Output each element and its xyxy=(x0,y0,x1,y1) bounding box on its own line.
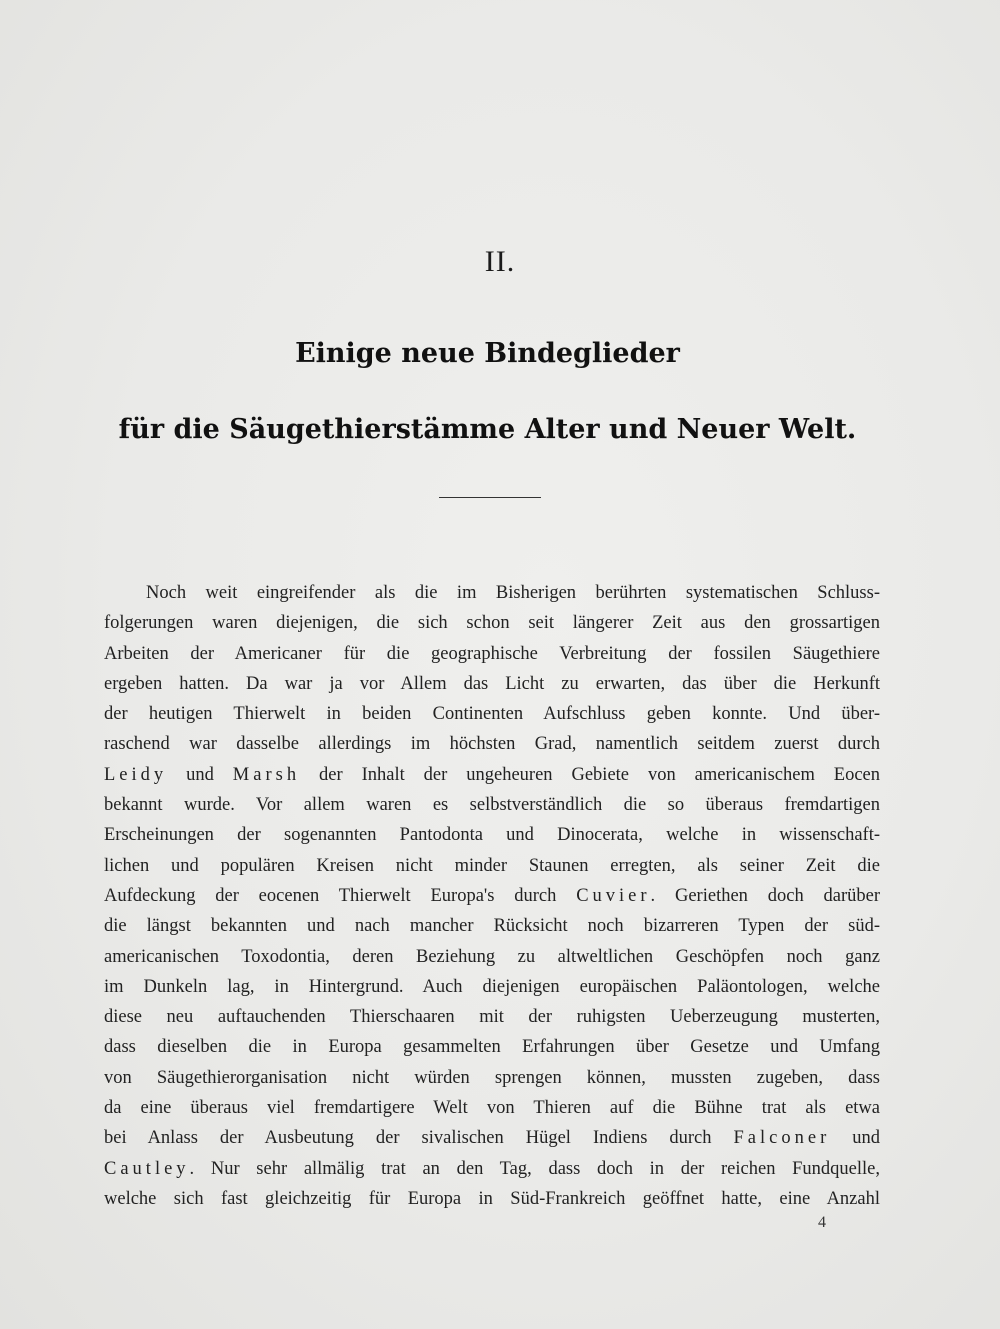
text-segment: von Säugethierorganisation nicht würden sprengen können, mussten zugeben, dass xyxy=(104,1067,880,1088)
text-segment: Aufdeckung der eocenen Thierwelt Europa's durch xyxy=(104,885,577,906)
text-segment: Noch weit eingreifender als die im Bisherigen berührten systematischen Schluss- xyxy=(146,583,880,603)
author-name-falconer: Falconer xyxy=(733,1128,831,1149)
text-line xyxy=(104,699,880,729)
text-segment: bekannt wurde. Vor allem waren es selbstverständlich die so überaus fremdartigen xyxy=(104,795,880,816)
text-segment: americanischen Toxodontia, deren Beziehung zu altweltlichen Geschöpfen noch ganz xyxy=(104,946,880,967)
text-line xyxy=(104,911,880,941)
chapter-number: II. xyxy=(484,245,516,278)
text-line xyxy=(104,669,880,699)
text-segment: der Inhalt der ungeheuren Gebiete von americanischem Eocen xyxy=(300,764,881,785)
text-line xyxy=(104,972,880,1002)
text-line xyxy=(104,729,880,759)
text-segment: Erscheinungen der sogenannten Pantodonta und Dinocerata, welche in wissenschaft- xyxy=(104,825,880,846)
page-number: 4 xyxy=(818,1214,826,1231)
text-segment: Arbeiten der Americaner für die geographische Verbreitung der fossilen Säugethiere xyxy=(104,643,880,664)
text-segment: und xyxy=(830,1128,880,1149)
text-segment: im Dunkeln lag, in Hintergrund. Auch diejenigen europäischen Paläontologen, welche xyxy=(104,976,880,997)
text-line xyxy=(104,608,880,638)
text-line xyxy=(104,760,880,790)
text-segment: ergeben hatten. Da war ja vor Allem das Licht zu erwarten, das über die Herkunft xyxy=(104,673,880,694)
text-line xyxy=(104,942,880,972)
text-segment: . Geriethen doch darüber xyxy=(650,885,880,906)
chapter-title-line-1: Einige neue Bindeglieder xyxy=(295,338,680,369)
text-line xyxy=(104,639,880,669)
text-segment: diese neu auftauchenden Thierschaaren mit der ruhigsten Ueberzeugung musterten, xyxy=(104,1007,880,1028)
title-separator-rule xyxy=(439,497,541,498)
text-segment: folgerungen waren diejenigen, die sich schon seit längerer Zeit aus den grossartigen xyxy=(104,613,880,634)
text-segment: bei Anlass der Ausbeutung der sivalischen Hügel Indiens durch xyxy=(104,1128,734,1149)
author-name-leidy: Leidy xyxy=(104,764,168,785)
text-line xyxy=(104,790,880,820)
text-line xyxy=(104,1184,880,1214)
body-paragraph xyxy=(104,578,880,1214)
author-name-marsh: Marsh xyxy=(232,764,301,785)
text-line xyxy=(104,881,880,911)
author-name-cautley: Cautley xyxy=(104,1158,190,1179)
text-segment: und xyxy=(167,764,233,785)
text-line xyxy=(104,1002,880,1032)
text-line xyxy=(104,578,880,608)
text-line xyxy=(104,1154,880,1184)
text-segment: der heutigen Thierwelt in beiden Continenten Aufschluss geben konnte. Und über- xyxy=(104,704,880,725)
text-segment: lichen und populären Kreisen nicht minder Staunen erregten, als seiner Zeit die xyxy=(104,855,880,876)
text-line xyxy=(104,1063,880,1093)
chapter-title-line-2: für die Säugethierstämme Alter und Neuer Welt. xyxy=(118,414,857,445)
text-segment: da eine überaus viel fremdartigere Welt von Thieren auf die Bühne trat als etwa xyxy=(104,1098,880,1119)
text-segment: die längst bekannten und nach mancher Rücksicht noch bizarreren Typen der süd- xyxy=(104,916,880,937)
text-line xyxy=(104,820,880,850)
text-line xyxy=(104,1032,880,1062)
text-segment: welche sich fast gleichzeitig für Europa in Süd-Frankreich geöffnet hatte, eine Anzahl xyxy=(104,1188,880,1209)
text-segment: raschend war dasselbe allerdings im höchsten Grad, namentlich seitdem zuerst durch xyxy=(104,734,880,755)
author-name-cuvier: Cuvier xyxy=(576,885,651,906)
text-line xyxy=(104,1093,880,1123)
text-segment: . Nur sehr allmälig trat an den Tag, dass doch in der reichen Fundquelle, xyxy=(189,1158,880,1179)
text-line xyxy=(104,1123,880,1153)
text-segment: dass dieselben die in Europa gesammelten Erfahrungen über Gesetze und Umfang xyxy=(104,1037,880,1058)
text-line xyxy=(104,851,880,881)
